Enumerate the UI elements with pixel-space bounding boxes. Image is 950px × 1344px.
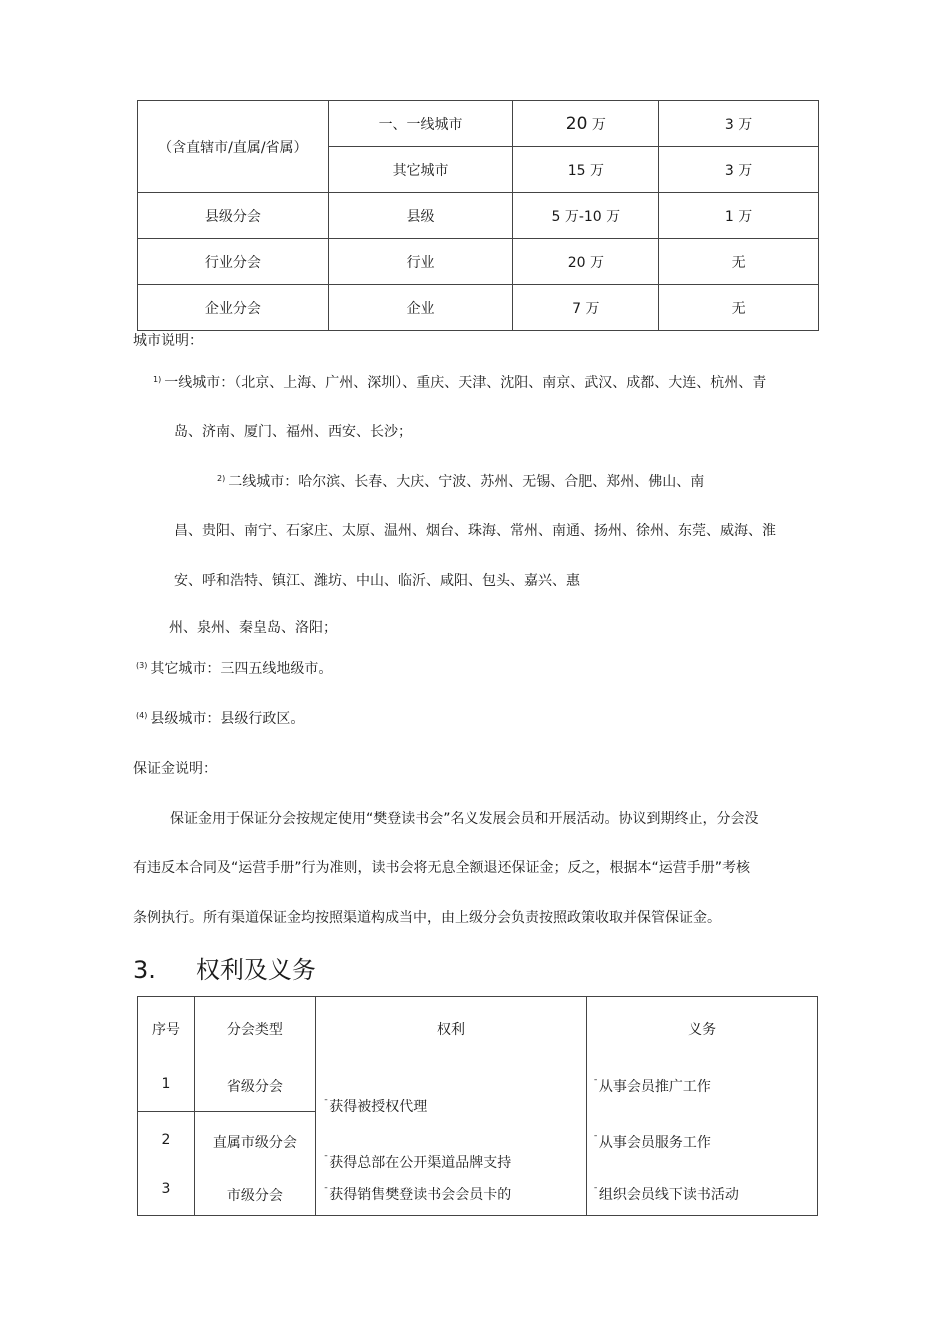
table-cell: 15 万	[513, 147, 659, 193]
note-1	[153, 372, 766, 392]
duties-cell	[587, 997, 818, 1216]
table-row	[138, 239, 819, 285]
row-no: 2	[161, 1132, 171, 1148]
table-cell: 企业分会	[138, 285, 329, 331]
duties-text: 从事会员推广工作	[598, 1079, 711, 1095]
deposit-notes-heading: 保证金说明：	[133, 761, 217, 777]
header-rights: 权利	[437, 1022, 466, 1038]
row-type: 市级分会	[226, 1188, 283, 1204]
rights-item	[324, 1096, 428, 1116]
bullet-icon: ¯	[593, 1135, 598, 1145]
duties-text: 组织会员线下读书活动	[598, 1187, 739, 1203]
table-cell: 其它城市	[328, 147, 513, 193]
table-cell: 行业分会	[138, 239, 329, 285]
table-cell: 7 万	[513, 285, 659, 331]
row-type: 省级分会	[226, 1079, 283, 1095]
note-1-cont: 岛、济南、厦门、福州、西安、长沙；	[174, 424, 412, 440]
bullet-icon: ¯	[323, 1155, 329, 1165]
note-text: 二线城市：哈尔滨、长春、大庆、宁波、苏州、无锡、合肥、郑州、佛山、南	[228, 474, 705, 490]
table-cell: 县级	[328, 193, 513, 239]
note-2-cont: 昌、贵阳、南宁、石家庄、太原、温州、烟台、珠海、常州、南通、扬州、徐州、东莞、威海、淮	[174, 523, 776, 539]
rights-text: 获得销售樊登读书会会员卡的	[329, 1187, 512, 1203]
fee-table	[137, 100, 819, 331]
bullet-icon: ¯	[593, 1187, 598, 1197]
table-cell: 无	[659, 285, 819, 331]
duties-item	[593, 1076, 711, 1096]
note-marker: (4)	[136, 711, 148, 720]
section-title: 权利及义务	[195, 956, 316, 984]
table-cell: （含直辖市/直属/省属）	[138, 101, 329, 193]
table-cell: 5 万-10 万	[513, 193, 659, 239]
deposit-paragraph-line: 条例执行。所有渠道保证金均按照渠道构成当中，由上级分会负责按照政策收取并保管保证金。	[133, 910, 721, 926]
note-2-cont: 安、呼和浩特、镇江、潍坊、中山、临沂、咸阳、包头、嘉兴、惠	[174, 573, 580, 589]
note-3	[136, 658, 332, 678]
header-type: 分会类型	[226, 1022, 283, 1038]
table-cell	[138, 997, 195, 1112]
rights-text: 获得被授权代理	[329, 1099, 428, 1115]
bullet-icon: ¯	[323, 1099, 329, 1109]
table-row	[138, 101, 819, 147]
note-marker: 1)	[153, 375, 162, 384]
table-cell: 无	[659, 239, 819, 285]
table-cell	[138, 1112, 195, 1216]
rights-cell	[315, 997, 587, 1216]
table-row	[138, 193, 819, 239]
duties-item	[593, 1184, 739, 1204]
duties-item	[593, 1132, 711, 1152]
note-marker: (3)	[136, 661, 148, 670]
row-type: 直属市级分会	[212, 1135, 297, 1151]
fee-value: 20	[565, 113, 588, 134]
note-text: 其它城市：三四五线地级市。	[150, 661, 333, 677]
table-cell	[194, 997, 315, 1112]
rights-item	[324, 1152, 512, 1172]
table-cell: 县级分会	[138, 193, 329, 239]
table-row	[138, 997, 818, 1112]
header-no: 序号	[151, 1022, 180, 1038]
deposit-paragraph-line: 保证金用于保证分会按规定使用“樊登读书会”名义发展会员和开展活动。协议到期终止，分会没	[170, 811, 759, 827]
row-no: 3	[161, 1181, 171, 1197]
table-cell: 20 万	[513, 239, 659, 285]
note-4	[136, 708, 304, 728]
header-duties: 义务	[688, 1022, 717, 1038]
table-cell	[194, 1112, 315, 1216]
fee-unit: 万	[591, 116, 606, 133]
city-notes-heading: 城市说明：	[133, 333, 203, 349]
table-cell: 3 万	[659, 147, 819, 193]
note-marker: 2)	[217, 474, 226, 483]
section-number: 3.	[133, 956, 156, 984]
note-2-cont: 州、泉州、秦皇岛、洛阳；	[169, 620, 337, 636]
bullet-icon: ¯	[323, 1187, 329, 1197]
table-cell: 3 万	[659, 101, 819, 147]
table-cell: 行业	[328, 239, 513, 285]
table-cell: 1 万	[659, 193, 819, 239]
table-cell	[513, 101, 659, 147]
deposit-paragraph-line: 有违反本合同及“运营手册”行为准则，读书会将无息全额退还保证金；反之，根据本“运营手册”考核	[133, 860, 751, 876]
table-cell: 企业	[328, 285, 513, 331]
bullet-icon: ¯	[593, 1079, 598, 1089]
note-text: 县级城市：县级行政区。	[150, 711, 305, 727]
table-row	[138, 285, 819, 331]
note-text: 一线城市：（北京、上海、广州、深圳）、重庆、天津、沈阳、南京、武汉、成都、大连、杭州、青	[164, 375, 767, 391]
table-cell: 一、一线城市	[328, 101, 513, 147]
note-2	[217, 471, 704, 491]
section-heading	[133, 950, 316, 985]
rights-item	[324, 1184, 512, 1204]
rights-table	[137, 996, 818, 1216]
rights-text: 获得总部在公开渠道品牌支持	[329, 1155, 512, 1171]
row-no: 1	[161, 1076, 171, 1092]
duties-text: 从事会员服务工作	[598, 1135, 711, 1151]
